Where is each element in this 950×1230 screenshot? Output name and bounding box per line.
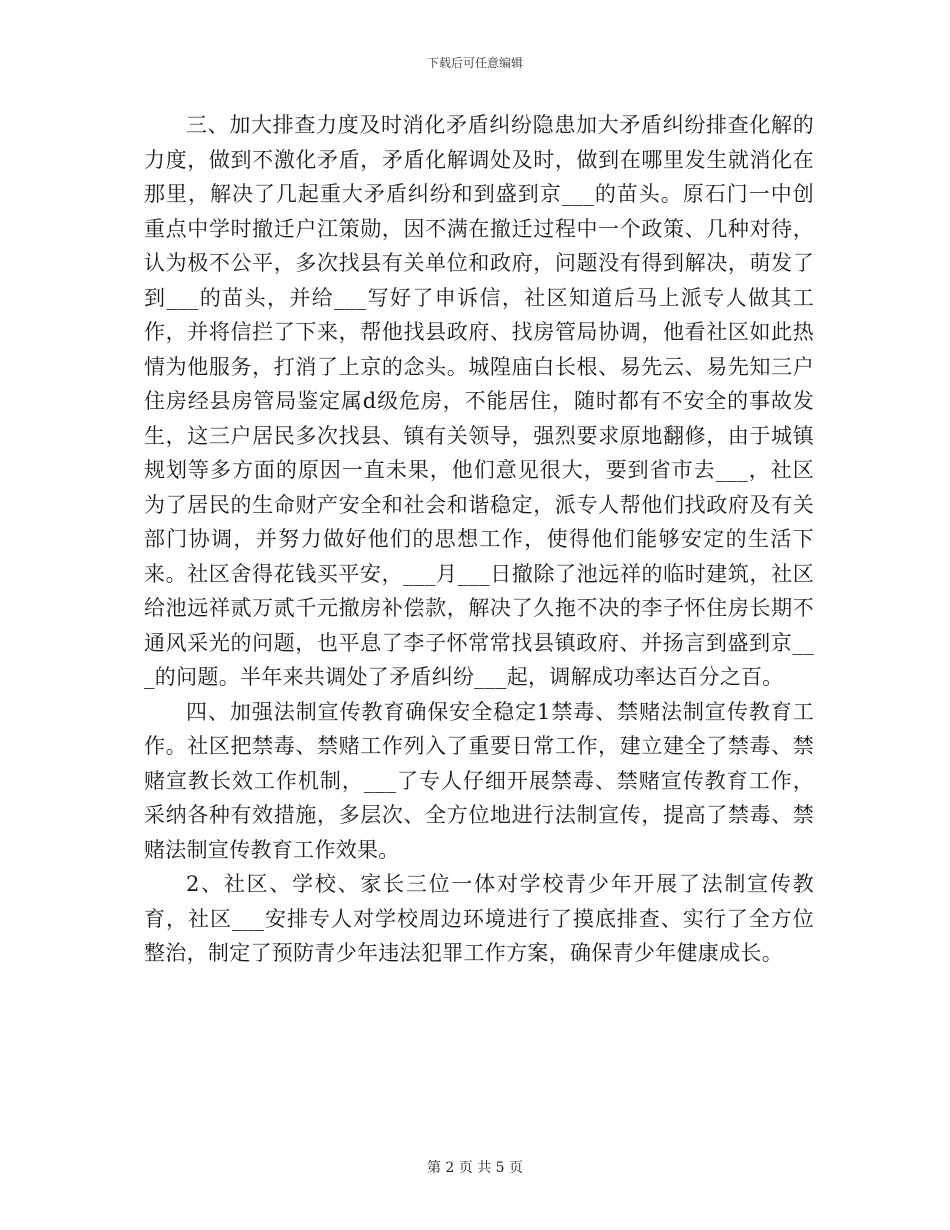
document-body bbox=[144, 108, 814, 971]
page-header-note: 下载后可任意编辑 bbox=[426, 56, 523, 70]
paragraph-section-four: 四、加强法制宣传教育确保安全稳定1禁毒、禁赌法制宣传教育工作。社区把禁毒、禁赌工作列入了重要日常工作，建立建全了禁毒、禁赌宣教长效工作机制，___了专人仔细开展禁毒、禁赌宣传教育工作，采纳各种有效措施，多层次、全方位地进行法制宣传，提高了禁毒、禁赌法制宣传教育工作效果。 bbox=[144, 699, 814, 862]
paragraph-section-three: 三、加大排查力度及时消化矛盾纠纷隐患加大矛盾纠纷排查化解的力度，做到不激化矛盾，矛盾化解调处及时，做到在哪里发生就消化在那里，解决了几起重大矛盾纠纷和到盛到京___的苗头。原石门一中创重点中学时撤迁户江策勋，因不满在撤迁过程中一个政策、几种对待，认为极不公平，多次找县有关单位和政府，问题没有得到解决，萌发了到___的苗头，并给___写好了申诉信，社区知道后马上派专人做其工作，并将信拦了下来，帮他找县政府、找房管局协调，他看社区如此热情为他服务，打消了上京的念头。城隍庙白长根、易先云、易先知三户住房经县房管局鉴定属d级危房，不能居住，随时都有不安全的事故发生，这三户居民多次找县、镇有关领导，强烈要求原地翻修，由于城镇规划等多方面的原因一直未果，他们意见很大，要到省市去___，社区为了居民的生命财产安全和社会和谐稳定，派专人帮他们找政府及有关部门协调，并努力做好他们的思想工作，使得他们能够安定的生活下来。社区舍得花钱买平安，___月___日撤除了池远祥的临时建筑，社区给池远祥贰万贰千元撤房补偿款，解决了久拖不决的李子怀住房长期不通风采光的问题，也平息了李子怀常常找县镇政府、并扬言到盛到京___的问题。半年来共调处了矛盾纠纷___起，调解成功率达百分之百。 bbox=[144, 113, 814, 689]
paragraph-item-two: 2、社区、学校、家长三位一体对学校青少年开展了法制宣传教育，社区___安排专人对学校周边环境进行了摸底排查、实行了全方位整治，制定了预防青少年违法犯罪工作方案，确保青少年健康成长。 bbox=[144, 872, 814, 965]
page-number: 第 2 页 共 5 页 bbox=[426, 1160, 524, 1176]
